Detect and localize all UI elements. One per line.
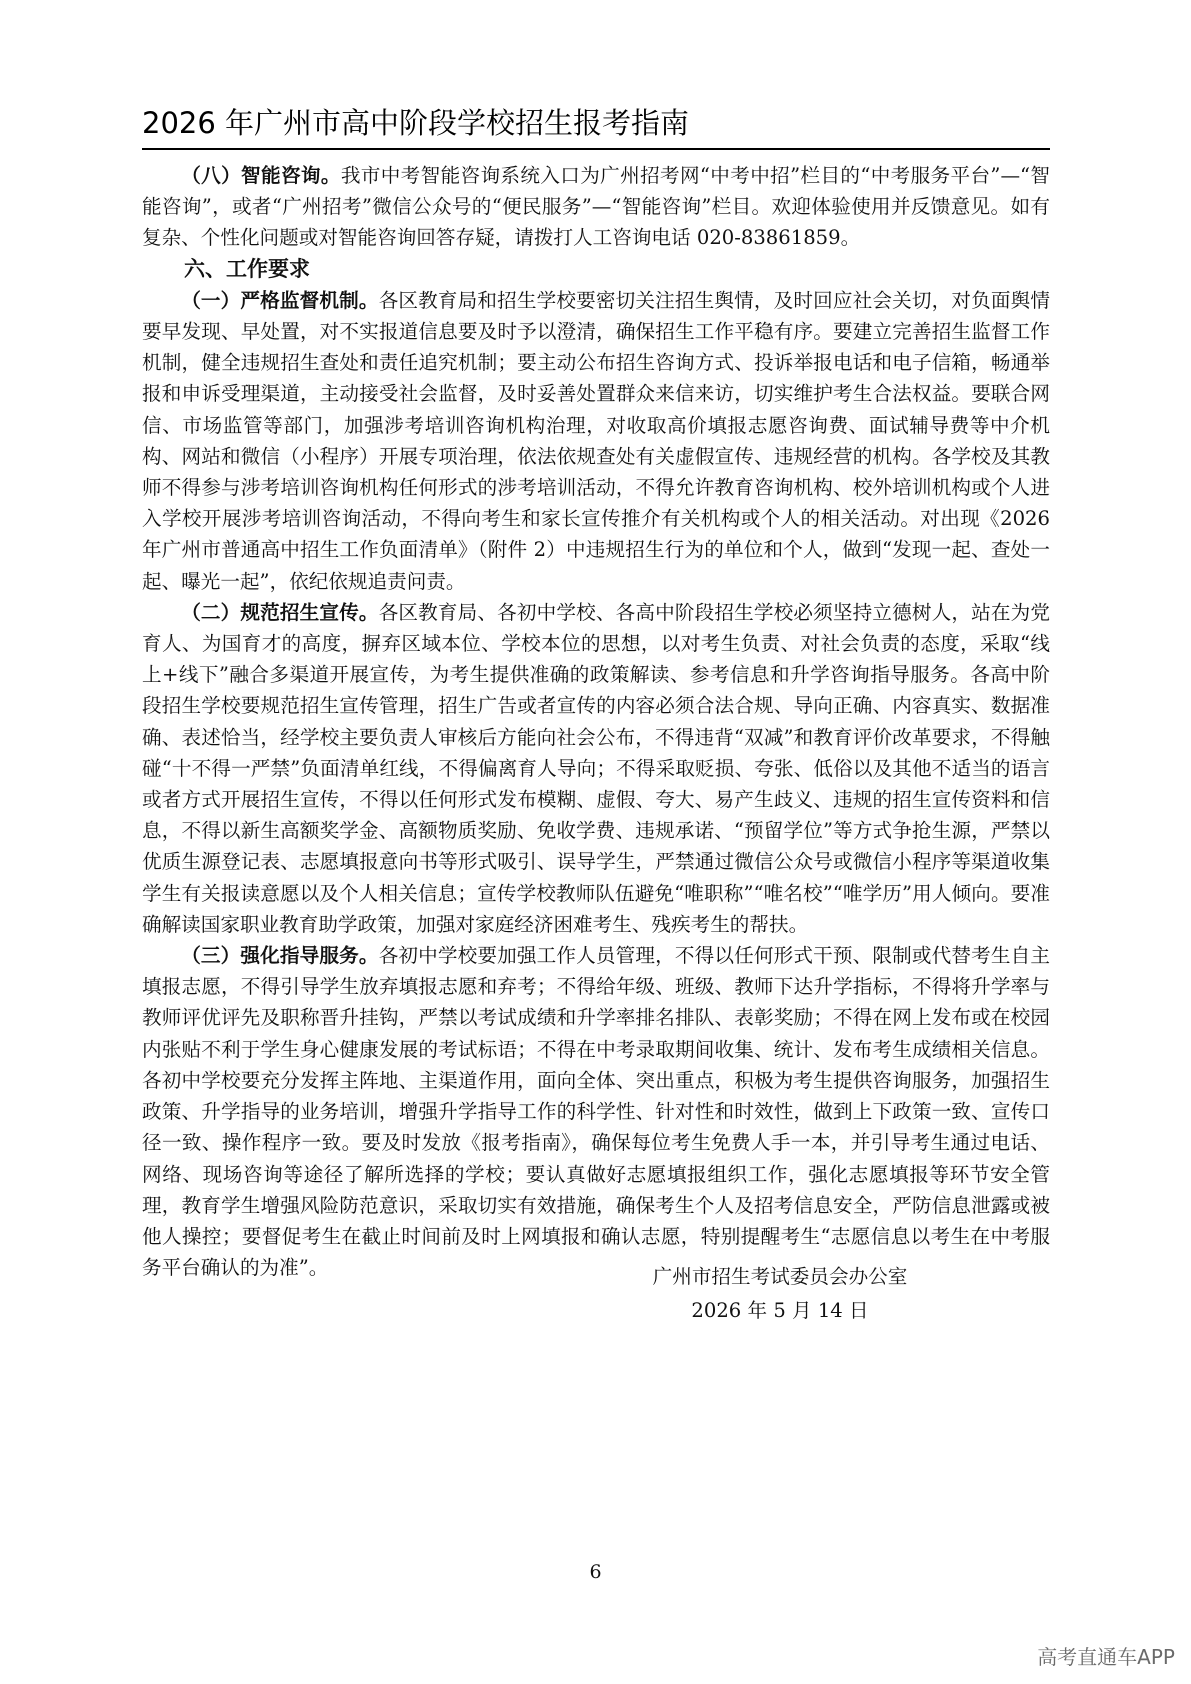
paragraph-lead: （二）规范招生宣传。 — [181, 600, 379, 624]
paragraph-smart-consult — [142, 160, 1050, 254]
paragraph-text: 各初中学校要加强工作人员管理，不得以任何形式干预、限制或代替考生自主填报志愿，不得引导学生放弃填报志愿和弃考；不得给年级、班级、教师下达升学指标，不得将升学率与教师评优评先及职称晋升挂钩，严禁以考试成绩和升学率排名排队、表彰奖励；不得在网上发布或在校园内张贴不利于学生身心健康发展的考试标语；不得在中考录取期间收集、统计、发布考生成绩相关信息。各初中学校要充分发挥主阵地、主渠道作用，面向全体、突出重点，积极为考生提供咨询服务，加强招生政策、升学指导的业务培训，增强升学指导工作的科学性、针对性和时效性，做到上下政策一致、宣传口径一致、操作程序一致。要及时发放《报考指南》，确保每位考生免费人手一本，并引导考生通过电话、网络、现场咨询等途径了解所选择的学校；要认真做好志愿填报组织工作，强化志愿填报等环节安全管理，教育学生增强风险防范意识，采取切实有效措施，确保考生个人及招考信息安全，严防信息泄露或被他人操控；要督促考生在截止时间前及时上网填报和确认志愿，特别提醒考生“志愿信息以考生在中考服务平台确认的为准”。 — [142, 944, 1051, 1280]
paragraph-lead: （八）智能咨询。 — [181, 164, 341, 187]
page-number: 6 — [589, 1561, 602, 1583]
paragraph-lead: （三）强化指导服务。 — [181, 944, 379, 968]
paragraph-guidance — [142, 940, 1050, 1283]
watermark: 高考直通车APP — [1037, 1645, 1175, 1669]
section-heading-work-requirements: 六、工作要求 — [184, 256, 310, 281]
signature-org: 广州市招生考试委员会办公室 — [652, 1265, 908, 1288]
document-title: 2026 年广州市高中阶段学校招生报考指南 — [142, 106, 690, 140]
paragraph-text: 各区教育局、各初中学校、各高中阶段招生学校必须坚持立德树人，站在为党育人、为国育才的高度，摒弃区域本位、学校本位的思想，以对考生负责、对社会负责的态度，采取“线上+线下”融合多渠道开展宣传，为考生提供准确的政策解读、参考信息和升学咨询指导服务。各高中阶段招生学校要规范招生宣传管理，招生广告或者宣传的内容必须合法合规、导向正确、内容真实、数据准确、表述恰当，经学校主要负责人审核后方能向社会公布，不得违背“双减”和教育评价改革要求，不得触碰“十不得一严禁”负面清单红线，不得偏离育人导向；不得采取贬损、夸张、低俗以及其他不适当的语言或者方式开展招生宣传，不得以任何形式发布模糊、虚假、夸大、易产生歧义、违规的招生宣传资料和信息，不得以新生高额奖学金、高额物质奖励、免收学费、违规承诺、“预留学位”等方式争抢生源，严禁以优质生源登记表、志愿填报意向书等形式吸引、误导学生，严禁通过微信公众号或微信小程序等渠道收集学生有关报读意愿以及个人相关信息；宣传学校教师队伍避免“唯职称”“唯名校”“唯学历”用人倾向。要准确解读国家职业教育助学政策，加强对家庭经济困难考生、残疾考生的帮扶。 — [142, 600, 1051, 936]
document-body — [142, 160, 1050, 1283]
paragraph-text: 各区教育局和招生学校要密切关注招生舆情，及时回应社会关切，对负面舆情要早发现、早处置，对不实报道信息要及时予以澄清，确保招生工作平稳有序。要建立完善招生监督工作机制，健全违规招生查处和责任追究机制；要主动公布招生咨询方式、投诉举报电话和电子信箱，畅通举报和申诉受理渠道，主动接受社会监督，及时妥善处置群众来信来访，切实维护考生合法权益。要联合网信、市场监管等部门，加强涉考培训咨询机构治理，对收取高价填报志愿咨询费、面试辅导费等中介机构、网站和微信（小程序）开展专项治理，依法依规查处有关虚假宣传、违规经营的机构。各学校及其教师不得参与涉考培训咨询机构任何形式的涉考培训活动，不得允许教育咨询机构、校外培训机构或个人进入学校开展涉考培训咨询活动，不得向考生和家长宣传推介有关机构或个人的相关活动。对出现《2026 年广州市普通高中招生工作负面清单》（附件 2）中违规招生行为的单位和个人，做到“发现一起、查处一起、曝光一起”，依纪依规追责问责。 — [142, 288, 1051, 593]
signature-date: 2026 年 5 月 14 日 — [691, 1299, 869, 1322]
paragraph-publicity — [142, 597, 1050, 940]
signature-block — [620, 1260, 940, 1328]
paragraph-text: 我市中考智能咨询系统入口为广州招考网“中考中招”栏目的“中考服务平台”—“智能咨询”，或者“广州招考”微信公众号的“便民服务”—“智能咨询”栏目。欢迎体验使用并反馈意见。如有复杂、个性化问题或对智能咨询回答存疑，请拨打人工咨询电话 020-83861859。 — [142, 164, 1051, 250]
paragraph-supervision — [142, 285, 1050, 597]
page-header — [142, 104, 1050, 150]
paragraph-lead: （一）严格监督机制。 — [181, 288, 379, 312]
